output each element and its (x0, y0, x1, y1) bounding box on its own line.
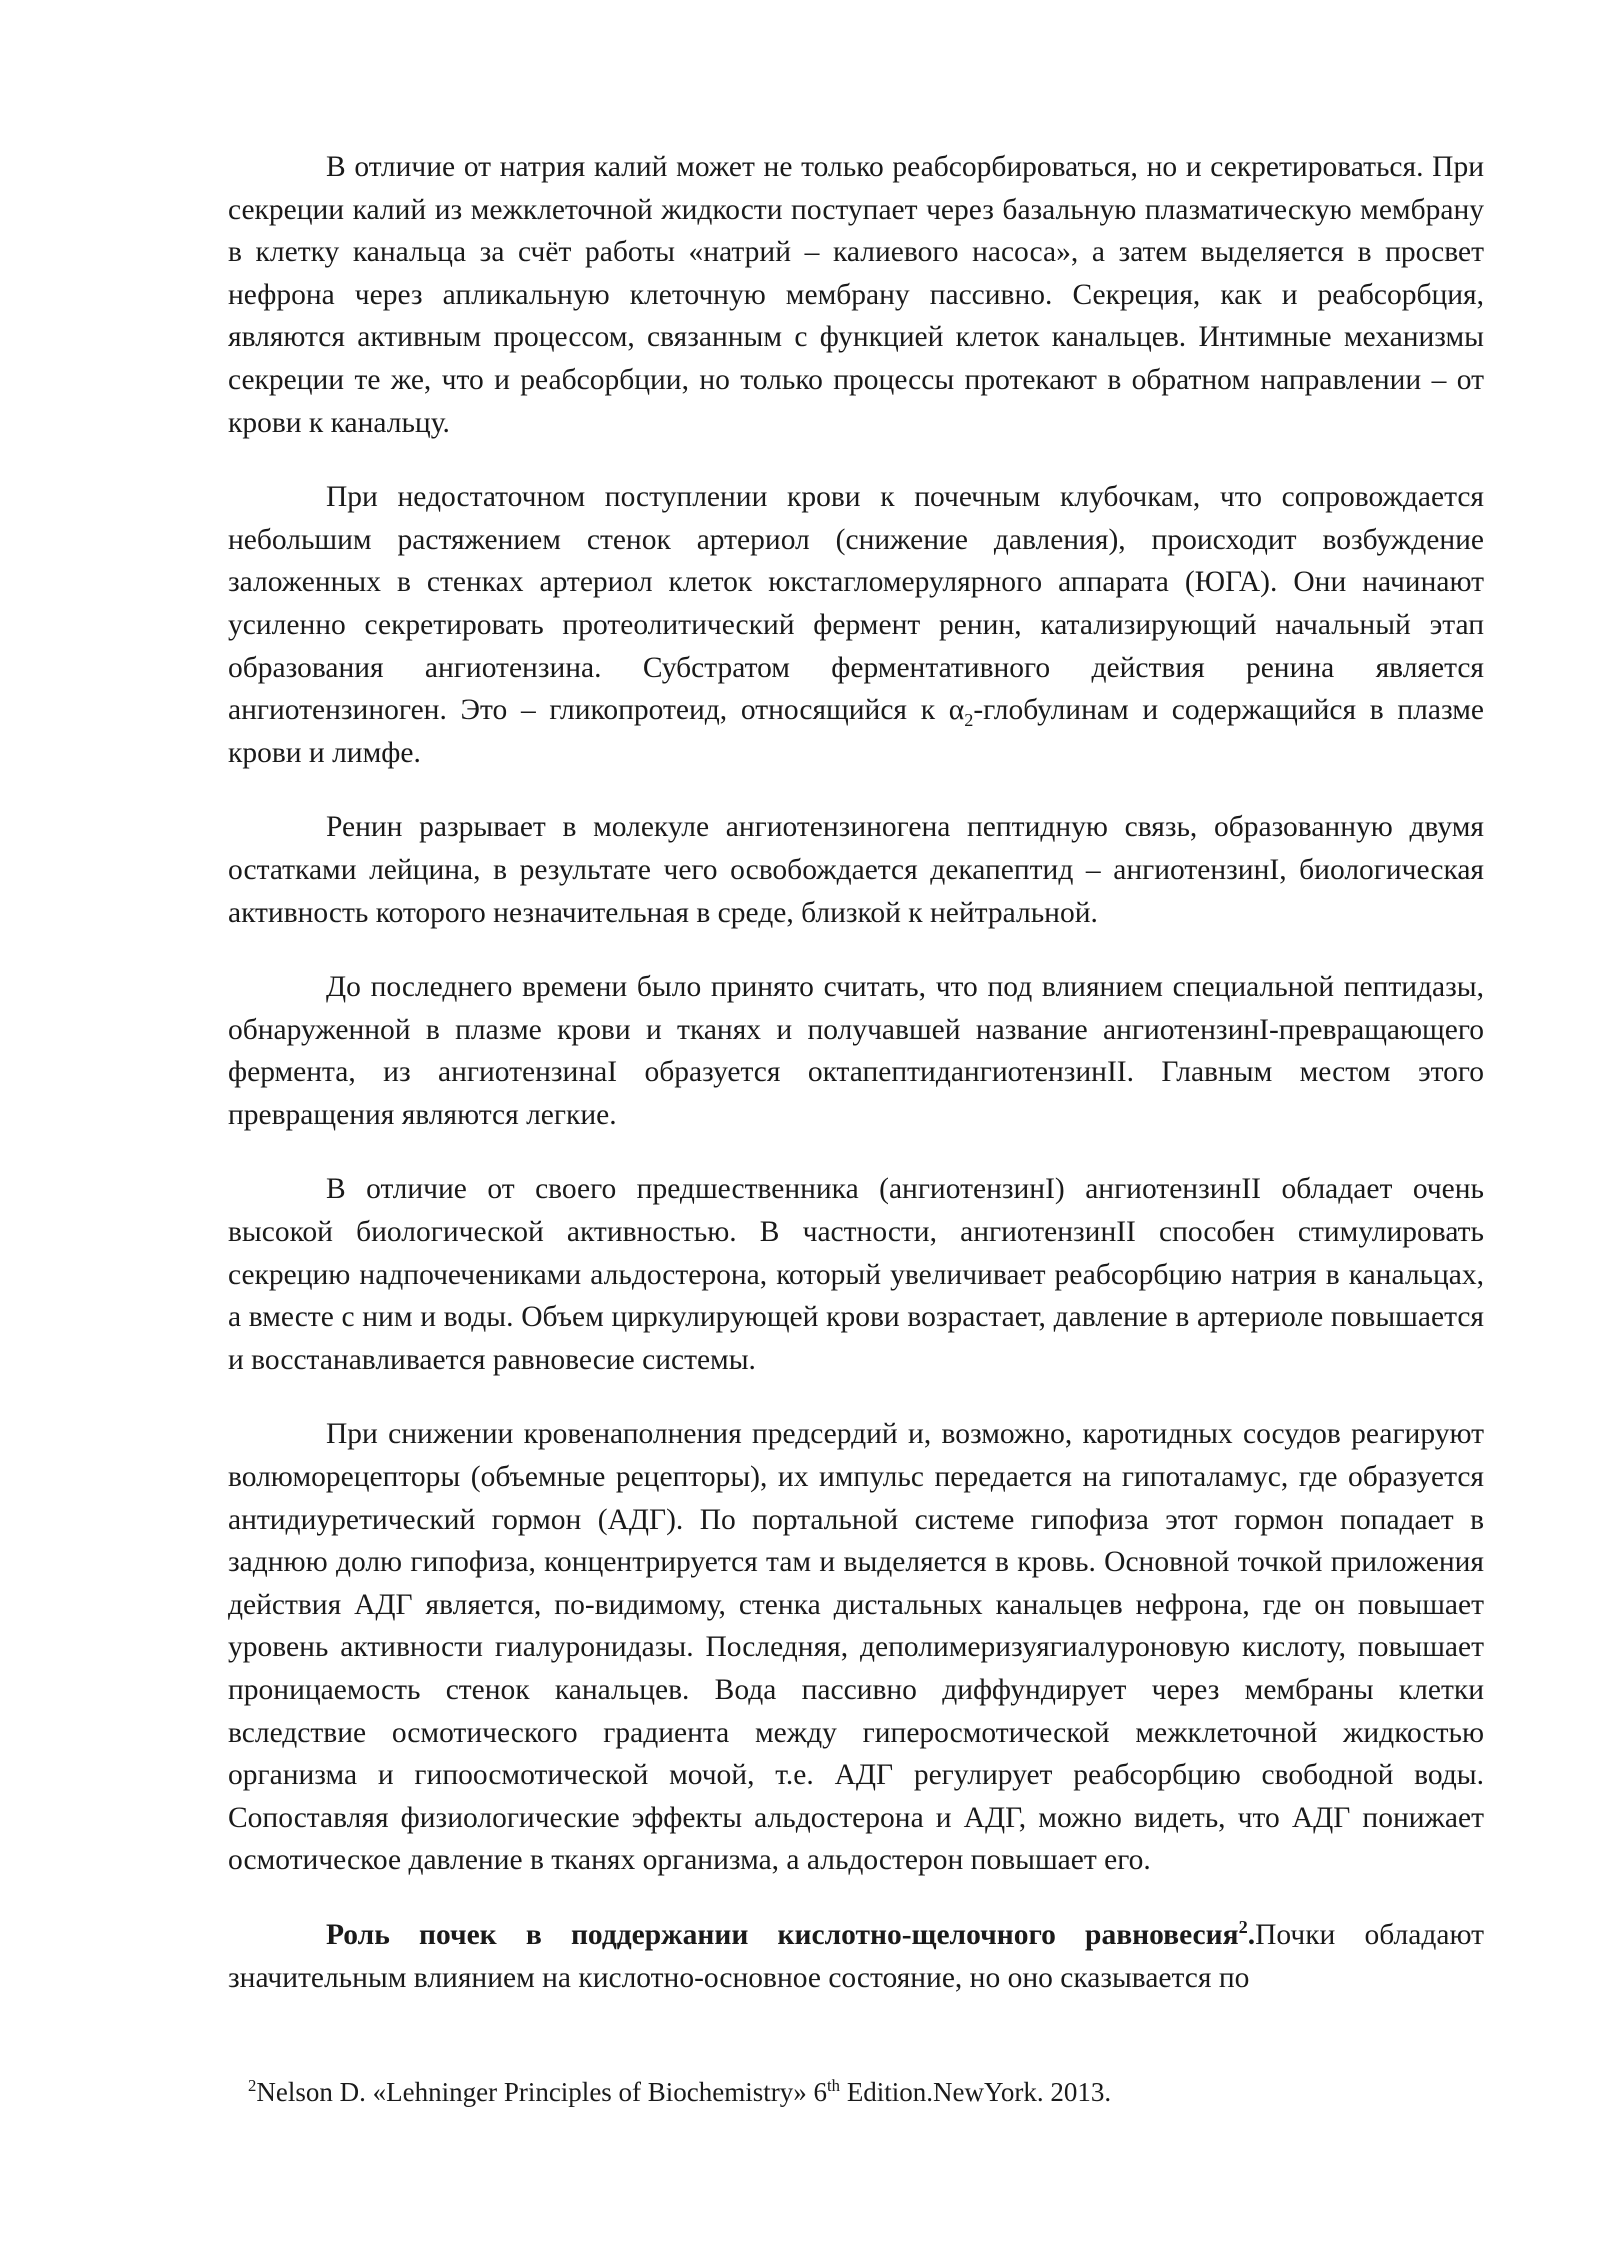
section-heading: Роль почек в поддержании кислотно-щелочного равновесия (326, 1918, 1239, 1951)
footnote-text: Nelson D. «Lehninger Principles of Biochemistry» 6 (256, 2077, 828, 2107)
document-body (228, 146, 1484, 1999)
paragraph-acid-base (228, 1914, 1484, 1999)
paragraph-text: Почки обладают значительным влиянием на кислотно-основное состояние, но оно сказывается по (228, 1918, 1484, 1994)
paragraph-angiotensin-one: Ренин разрывает в молекуле ангиотензиногена пептидную связь, образованную двумя остатками лейцина, в результате чего освобождается декапептид – ангиотензинI, биологическая активность которого незначительная в среде, близкой к нейтральной. (228, 811, 1484, 929)
footnote-reference: 2 (1238, 1917, 1248, 1938)
paragraph-text: При недостаточном поступлении крови к почечным клубочкам, что сопровождается небольшим растяжением стенок артериол (снижение давления), происходит возбуждение заложенных в стенках артериол клеток юкстагломерулярного аппарата (ЮГА). Они начинают усиленно секретировать протеолитический фермент ренин, катализирующий начальный этап образования ангиотензина. Субстратом ферментативного действия ренина является ангиотензиноген. Это – гликопротеид, относящийся к α (228, 481, 1484, 727)
edition-superscript: th (827, 2076, 841, 2095)
paragraph-renin-secretion (228, 476, 1484, 774)
paragraph-potassium-secretion: В отличие от натрия калий может не только реабсорбироваться, но и секретироваться. При секреции калий из межклеточной жидкости поступает через базальную плазматическую мембрану в клетку канальца за счёт работы «натрий – калиевого насоса», а затем выделяется в просвет нефрона через апликальную клеточную мембрану пассивно. Секреция, как и реабсорбция, являются активным процессом, связанным с функцией клеток канальцев. Интимные механизмы секреции те же, что и реабсорбции, но только процессы протекают в обратном направлении – от крови к канальцу. (228, 151, 1484, 439)
footnote-mark: 2 (248, 2076, 257, 2095)
subscript: 2 (964, 710, 974, 731)
paragraph-text: -глобулинам и содержащийся в плазме крови и лимфе. (228, 694, 1484, 769)
footnote (248, 2074, 1484, 2110)
paragraph-angiotensin-two: В отличие от своего предшественника (ангиотензинI) ангиотензинII обладает очень высокой биологической активностью. В частности, ангиотензинII способен стимулировать секрецию надпочечениками альдостерона, который увеличивает реабсорбцию натрия в канальцах, а вместе с ним и воды. Объем циркулирующей крови возрастает, давление в артериоле повышается и восстанавливается равновесие системы. (228, 1173, 1484, 1376)
heading-period: . (1247, 1918, 1256, 1951)
footnote-text-end: Edition.NewYork. 2013. (840, 2077, 1112, 2107)
paragraph-angiotensin-conversion: До последнего времени было принято считать, что под влиянием специальной пептидазы, обнаруженной в плазме крови и тканях и получавшей название ангиотензинI-превращающего фермента, из ангиотензинаI образуется октапептидангиотензинII. Главным местом этого превращения являются легкие. (228, 971, 1484, 1131)
paragraph-adh: При снижении кровенаполнения предсердий и, возможно, каротидных сосудов реагируют волюморецепторы (объемные рецепторы), их импульс передается на гипоталамус, где образуется антидиуретический гормон (АДГ). По портальной системе гипофиза этот гормон попадает в заднюю долю гипофиза, концентрируется там и выделяется в кровь. Основной точкой приложения действия АДГ является, по-видимому, стенка дистальных канальцев нефрона, где он повышает уровень активности гиалуронидазы. Последняя, деполимеризуягиалуроновую кислоту, повышает проницаемость стенок канальцев. Вода пассивно диффундирует через мембраны клетки вследствие осмотического градиента между гиперосмотической межклеточной жидкостью организма и гипоосмотической мочой, т.е. АДГ регулирует реабсорбцию свободной воды. Сопоставляя физиологические эффекты альдостерона и АДГ, можно видеть, что АДГ понижает осмотическое давление в тканях организма, а альдостерон повышает его. (228, 1418, 1484, 1877)
